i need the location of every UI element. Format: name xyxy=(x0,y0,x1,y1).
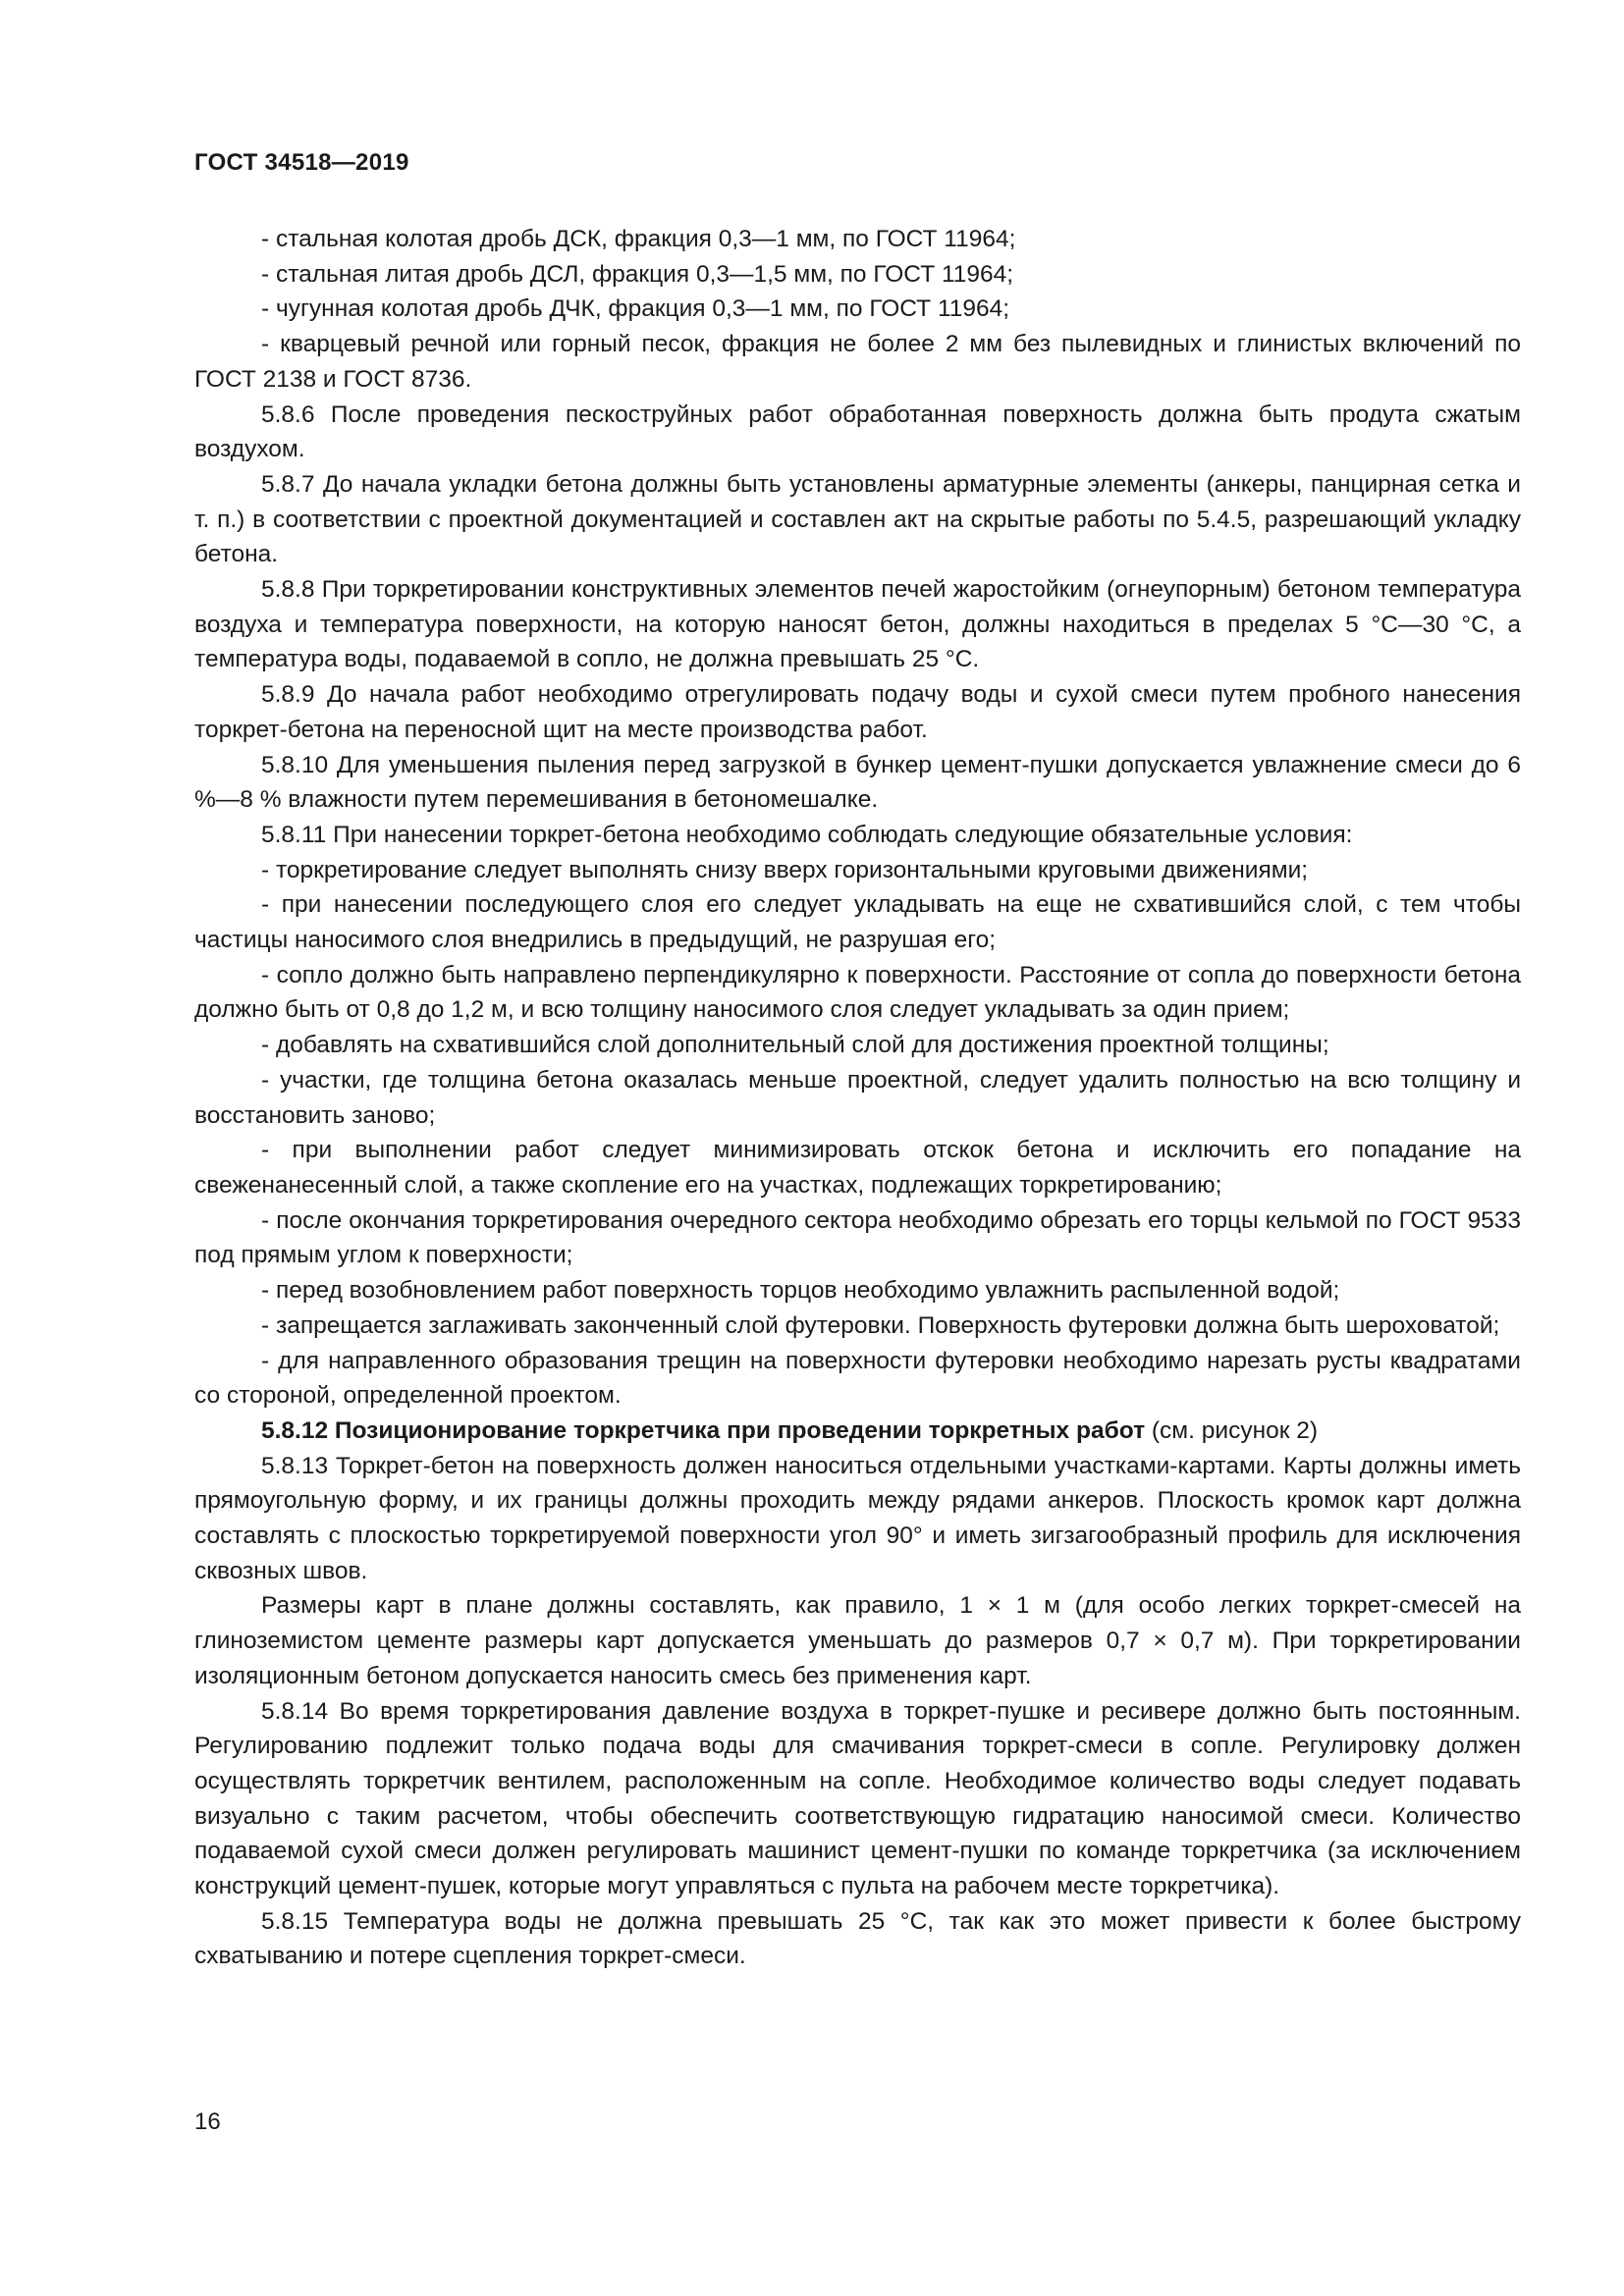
figure-reference: (см. рисунок 2) xyxy=(1145,1416,1319,1444)
paragraph-dsl-shot: - стальная литая дробь ДСЛ, фракция 0,3—1,5 мм, по ГОСТ 11964; xyxy=(261,260,1014,288)
paragraph-card-sizes: Размеры карт в плане должны составлять, как правило, 1 × 1 м (для особо легких торкрет-смесей на глиноземистом цементе размеры карт допускается уменьшать до размеров 0,7 × 0,7 м). При торкретировании изоляционным бетоном допускается наносить смесь без применения карт. xyxy=(194,1592,1521,1689)
list-item-trim-edges: - после окончания торкретирования очередного сектора необходимо обрезать его торцы кельмой по ГОСТ 9533 под прямым углом к поверхности; xyxy=(194,1206,1521,1269)
paragraph-5-8-11: 5.8.11 При нанесении торкрет-бетона необходимо соблюдать следующие обязательные условия: xyxy=(261,821,1353,848)
page-number: 16 xyxy=(194,2109,221,2135)
list-item-moisten: - перед возобновлением работ поверхность торцов необходимо увлажнить распыленной водой; xyxy=(261,1277,1340,1305)
paragraph-5-8-12 xyxy=(194,1414,1521,1449)
paragraph-5-8-6: 5.8.6 После проведения пескоструйных работ обработанная поверхность должна быть продута сжатым воздухом. xyxy=(194,400,1521,463)
document-body xyxy=(194,222,1521,1974)
list-item-add-layer: - добавлять на схватившийся слой дополнительный слой для достижения проектной толщины; xyxy=(261,1032,1329,1059)
list-item-grooves: - для направленного образования трещин на поверхности футеровки необходимо нарезать русты квадратами со стороной, определенной проектом. xyxy=(194,1347,1521,1410)
paragraph-5-8-14: 5.8.14 Во время торкретирования давление воздуха в торкрет-пушке и ресивере должно быть постоянным. Регулированию подлежит только подача воды для смачивания торкрет-смеси в сопле. Регулировку должен осуществлять торкретчик вентилем, расположенным на сопле. Необходимое количество воды следует подавать визуально с таким расчетом, чтобы обеспечить соответствующую гидратацию наносимой смеси. Количество подаваемой сухой смеси должен регулировать машинист цемент-пушки по команде торкретчика (за исключением конструкций цемент-пушек, которые могут управляться с пульта на рабочем месте торкретчика). xyxy=(194,1697,1521,1900)
paragraph-dchk-shot: - чугунная колотая дробь ДЧК, фракция 0,3—1 мм, по ГОСТ 11964; xyxy=(261,295,1010,323)
paragraph-5-8-15: 5.8.15 Температура воды не должна превышать 25 °С, так как это может привести к более быстрому схватыванию и потере сцепления торкрет-смеси. xyxy=(194,1907,1521,1970)
list-item-thin-areas: - участки, где толщина бетона оказалась меньше проектной, следует удалить полностью на всю толщину и восстановить заново; xyxy=(194,1066,1521,1129)
paragraph-5-8-7: 5.8.7 До начала укладки бетона должны быть установлены арматурные элементы (анкеры, панцирная сетка и т. п.) в соответствии с проектной документацией и составлен акт на скрытые работы по 5.4.5, разрешающий укладку бетона. xyxy=(194,470,1521,568)
paragraph-5-8-10: 5.8.10 Для уменьшения пыления перед загрузкой в бункер цемент-пушки допускается увлажнение смеси до 6 %—8 % влажности путем перемешивания в бетономешалке. xyxy=(194,751,1521,814)
paragraph-quartz-sand: - кварцевый речной или горный песок, фракция не более 2 мм без пылевидных и глинистых включений по ГОСТ 2138 и ГОСТ 8736. xyxy=(194,331,1521,393)
list-item-rebound: - при выполнении работ следует минимизировать отскок бетона и исключить его попадание на свеженанесенный слой, а также скопление его на участках, подлежащих торкретированию; xyxy=(194,1137,1521,1199)
paragraph-5-8-8: 5.8.8 При торкретировании конструктивных элементов печей жаростойким (огнеупорным) бетоном температура воздуха и температура поверхности, на которую наносят бетон, должны находиться в пределах 5 °С—30 °С, а температура воды, подаваемой в сопло, не должна превышать 25 °С. xyxy=(194,576,1521,673)
paragraph-5-8-13: 5.8.13 Торкрет-бетон на поверхность должен наноситься отдельными участками-картами. Карты должны иметь прямоугольную форму, и их границы должны проходить между рядами анкеров. Плоскость кромок карт должна составлять с плоскостью торкретируемой поверхности угол 90° и иметь зигзагообразный профиль для исключения сквозных швов. xyxy=(194,1452,1521,1584)
paragraph-5-8-9: 5.8.9 До начала работ необходимо отрегулировать подачу воды и сухой смеси путем пробного нанесения торкрет-бетона на переносной щит на месте производства работ. xyxy=(194,681,1521,743)
list-item-next-layer: - при нанесении последующего слоя его следует укладывать на еще не схватившийся слой, с тем чтобы частицы наносимого слоя внедрились в предыдущий, не разрушая его; xyxy=(194,891,1521,954)
heading-5-8-12: 5.8.12 Позиционирование торкретчика при проведении торкретных работ xyxy=(261,1416,1146,1444)
document-header: ГОСТ 34518—2019 xyxy=(194,149,409,176)
list-item-no-smoothing: - запрещается заглаживать законченный слой футеровки. Поверхность футеровки должна быть шероховатой; xyxy=(261,1311,1500,1339)
list-item-nozzle: - сопло должно быть направлено перпендикулярно к поверхности. Расстояние от сопла до поверхности бетона должно быть от 0,8 до 1,2 м, и всю толщину наносимого слоя следует укладывать за один прием; xyxy=(194,961,1521,1024)
paragraph-dsk-shot: - стальная колотая дробь ДСК, фракция 0,3—1 мм, по ГОСТ 11964; xyxy=(261,226,1016,252)
list-item-bottom-up: - торкретирование следует выполнять снизу вверх горизонтальными круговыми движениями; xyxy=(261,856,1309,883)
